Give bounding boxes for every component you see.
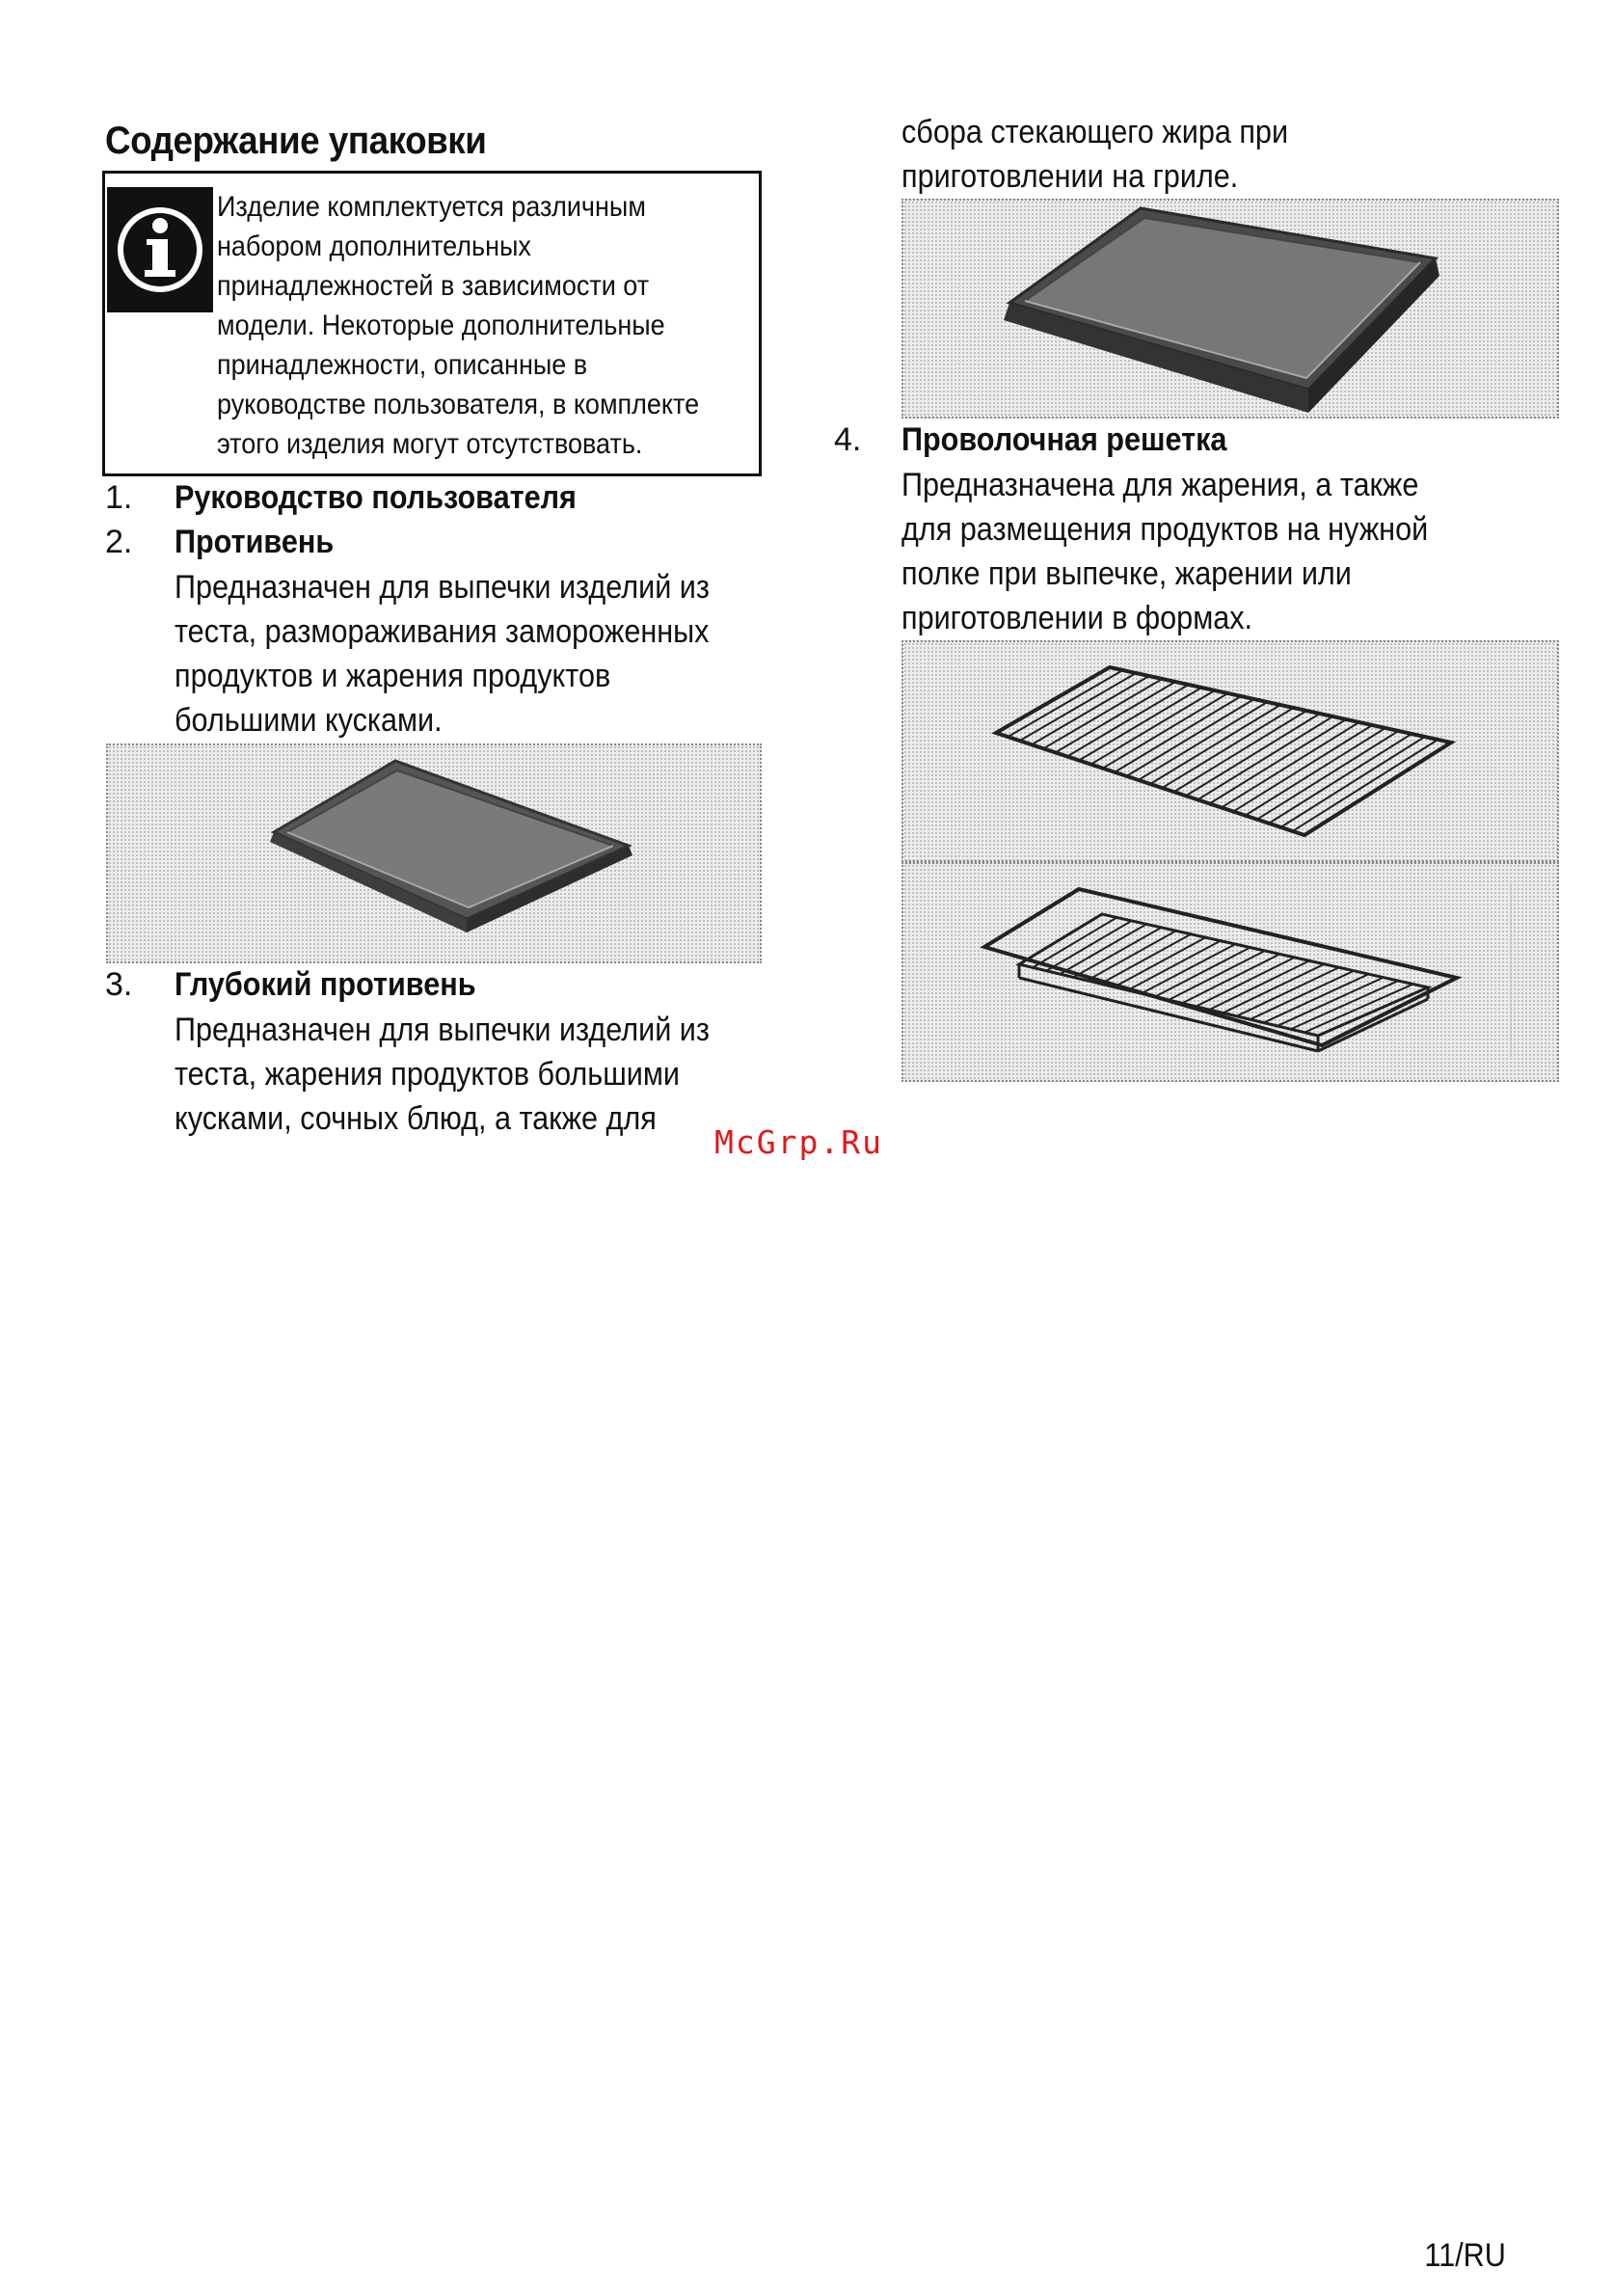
desc-line: для размещения продуктов на нужной <box>901 511 1429 548</box>
desc-line: сбора стекающего жира при <box>901 114 1289 150</box>
item-title-deep-tray: Глубокий противень <box>175 966 476 1003</box>
desc-line: теста, жарения продуктов большими <box>175 1056 680 1093</box>
wire-grid-image <box>901 640 1559 862</box>
grid-wire <box>1155 948 1251 997</box>
grid-wire <box>1236 967 1338 1016</box>
grid-wire <box>1257 731 1399 820</box>
item-number: 3. <box>105 966 133 1003</box>
desc-line: Предназначен для выпечки изделий из <box>175 1012 710 1048</box>
desc-line: полке при выпечке, жарении или <box>901 555 1352 592</box>
grid-wire <box>1174 711 1307 792</box>
grid-wire <box>1210 719 1347 803</box>
desc-line: приготовлении в формах. <box>901 600 1253 636</box>
item-title-wire-grid: Проволочная решетка <box>901 421 1227 458</box>
grid-wire <box>1196 958 1295 1007</box>
grid-wire <box>1008 670 1122 737</box>
grid-wire <box>1115 696 1241 772</box>
grid-wire <box>1020 673 1137 741</box>
item-title-user-manual: Руководство пользователя <box>175 479 577 516</box>
grid-wire <box>1067 685 1189 756</box>
deep-tray-image <box>901 199 1559 419</box>
item-number: 4. <box>834 421 862 458</box>
item-number: 1. <box>105 479 133 516</box>
desc-line: Предназначен для выпечки изделий из <box>175 569 710 606</box>
grid-wire <box>1264 974 1369 1022</box>
grid-wire <box>1318 999 1428 1051</box>
info-text <box>217 187 699 464</box>
info-line: модели. Некоторые дополнительные <box>217 310 665 341</box>
grid-wire <box>1222 722 1359 807</box>
grid-wire <box>1101 934 1192 984</box>
item-number: 2. <box>105 524 133 560</box>
baking-tray-illustration <box>108 745 764 965</box>
grid-wire <box>1280 737 1424 827</box>
item-description <box>175 1008 710 1141</box>
grid-wire <box>1103 693 1228 769</box>
watermark: McGrp.Ru <box>714 1123 883 1161</box>
grid-wire <box>1278 978 1384 1026</box>
grid-wire <box>1209 960 1309 1010</box>
desc-line: теста, размораживания замороженных <box>175 613 710 650</box>
desc-line: приготовлении на гриле. <box>901 158 1239 195</box>
grid-wire <box>1197 716 1332 799</box>
deep-tray-illustration <box>903 201 1561 420</box>
desc-line: продуктов и жарения продуктов <box>175 658 611 694</box>
item-description <box>901 463 1428 640</box>
grid-wire <box>1079 688 1201 761</box>
grid-wire <box>1169 951 1265 1000</box>
grid-wire <box>1186 714 1320 796</box>
grid-wire <box>1245 728 1385 816</box>
grid-wire <box>1182 954 1279 1003</box>
grid-wire <box>1043 679 1162 748</box>
grid-wire <box>1142 944 1235 993</box>
grid-wire <box>1115 937 1206 986</box>
grid-wire <box>1269 734 1412 824</box>
desc-line: большими кусками. <box>175 702 443 739</box>
desc-line: кусками, сочных блюд, а также для <box>175 1100 657 1137</box>
info-line: руководстве пользователя, в комплекте <box>217 389 700 420</box>
info-line: набором дополнительных <box>217 230 531 262</box>
grid-wire <box>1293 740 1439 831</box>
info-box <box>102 171 762 476</box>
wire-grid-illustration <box>903 642 1561 864</box>
grid-frame <box>984 889 1457 1045</box>
info-line: принадлежности, описанные в <box>217 349 588 381</box>
desc-line: Предназначена для жарения, а также <box>901 467 1419 503</box>
baking-tray-image <box>106 743 762 963</box>
info-line: принадлежностей в зависимости от <box>217 270 650 302</box>
grid-wire <box>1251 971 1355 1019</box>
page-number: 11/RU <box>1424 2237 1506 2274</box>
info-icon <box>107 187 213 312</box>
grid-wire <box>1056 682 1176 752</box>
info-line: Изделие комплектуется различным <box>217 191 646 223</box>
info-line: этого изделия могут отсутствовать. <box>217 428 643 460</box>
grid-wire <box>1233 725 1372 812</box>
page-title: Содержание упаковки <box>105 120 487 162</box>
grid-wire <box>1223 964 1324 1013</box>
wire-grid-with-rails-image <box>901 862 1559 1082</box>
item-description <box>175 565 710 743</box>
grid-wire <box>1090 690 1214 765</box>
item3-continuation <box>901 110 1288 199</box>
wire-grid-rails-illustration <box>903 864 1561 1084</box>
grid-wire <box>1032 676 1149 744</box>
item-title-baking-tray: Противень <box>175 524 335 560</box>
grid-wire <box>1128 941 1221 990</box>
